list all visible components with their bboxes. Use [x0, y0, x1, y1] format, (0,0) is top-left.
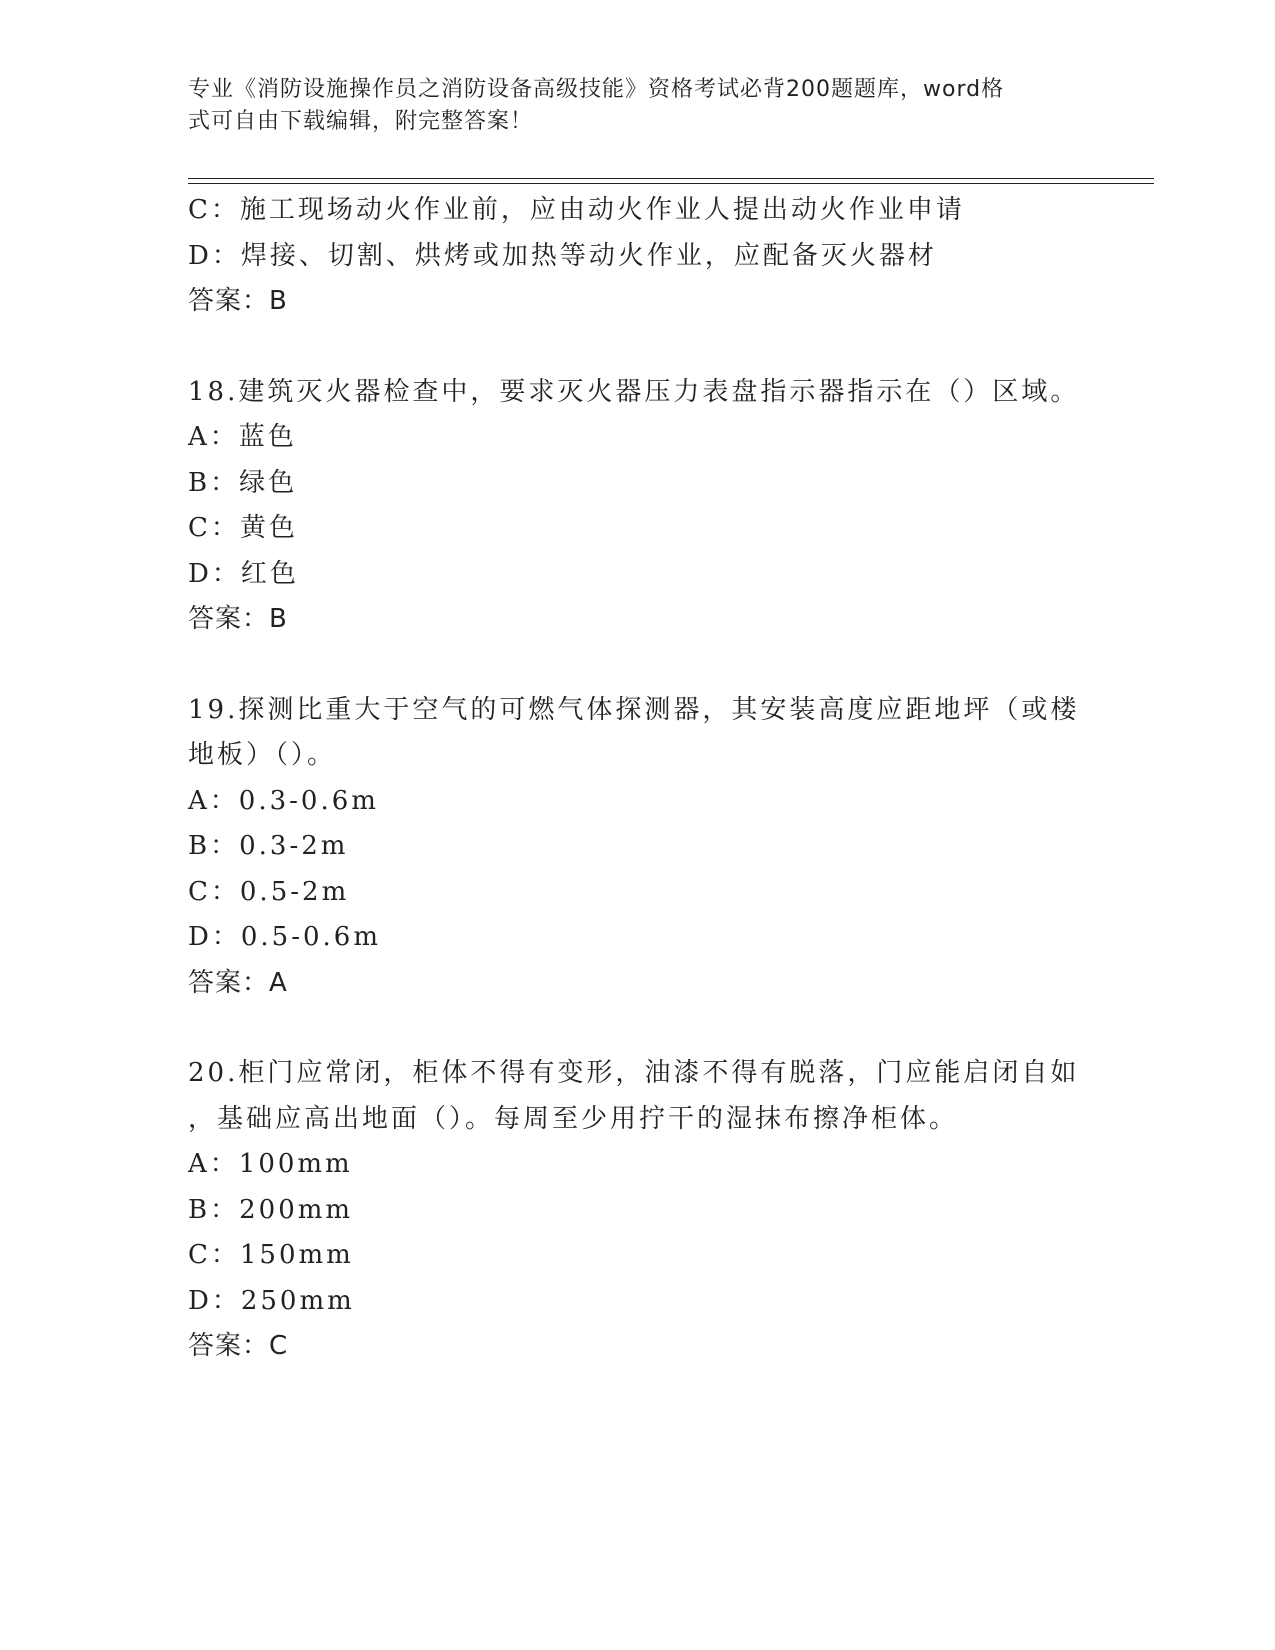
question-stem-continued: ，基础应高出地面（）。每周至少用拧干的湿抹布擦净柜体。 [188, 1103, 959, 1134]
answer: 答案：B [188, 286, 288, 316]
header-divider-bottom [188, 183, 1154, 184]
option-c: C：施工现场动火作业前，应由动火作业人提出动火作业申请 [188, 195, 965, 225]
spacer [188, 1006, 1088, 1051]
option-b: B：绿色 [188, 467, 298, 498]
question-stem: 18.建筑灭火器检查中，要求灭火器压力表盘指示器指示在（）区域。 [188, 376, 1080, 407]
answer: 答案：B [188, 604, 288, 634]
option-c: C：150mm [188, 1240, 354, 1270]
option-c: C：黄色 [188, 513, 298, 543]
option-d: D：0.5-0.6m [188, 922, 381, 952]
question-19 [188, 688, 1088, 1007]
option-c: C：0.5-2m [188, 876, 350, 907]
option-b: B：0.3-2m [188, 831, 349, 861]
question-stem-continued: 地板）（）。 [188, 740, 337, 770]
answer: 答案：A [188, 967, 288, 998]
question-stem: 19.探测比重大于空气的可燃气体探测器，其安装高度应距地坪（或楼 [188, 694, 1080, 725]
document-header [188, 74, 1068, 138]
option-d: D：红色 [188, 558, 299, 589]
header-divider-top [188, 178, 1154, 179]
option-a: A：蓝色 [188, 422, 297, 452]
answer: 答案：C [188, 1331, 289, 1361]
header-line-1: 专业《消防设施操作员之消防设备高级技能》资格考试必背200题题库，word格 [188, 77, 1005, 102]
option-b: B：200mm [188, 1194, 354, 1225]
option-d: D：250mm [188, 1285, 355, 1316]
option-a: A：100mm [188, 1149, 353, 1179]
header-line-2: 式可自由下载编辑，附完整答案！ [188, 109, 534, 134]
question-stem: 20.柜门应常闭，柜体不得有变形，油漆不得有脱落，门应能启闭自如 [188, 1058, 1080, 1088]
carryover-question [188, 188, 1088, 325]
option-a: A：0.3-0.6m [188, 785, 379, 816]
question-18 [188, 370, 1088, 643]
option-d: D：焊接、切割、烘烤或加热等动火作业，应配备灭火器材 [188, 240, 937, 271]
question-20 [188, 1051, 1088, 1370]
spacer [188, 325, 1088, 370]
spacer [188, 643, 1088, 688]
question-content [188, 188, 1088, 1370]
